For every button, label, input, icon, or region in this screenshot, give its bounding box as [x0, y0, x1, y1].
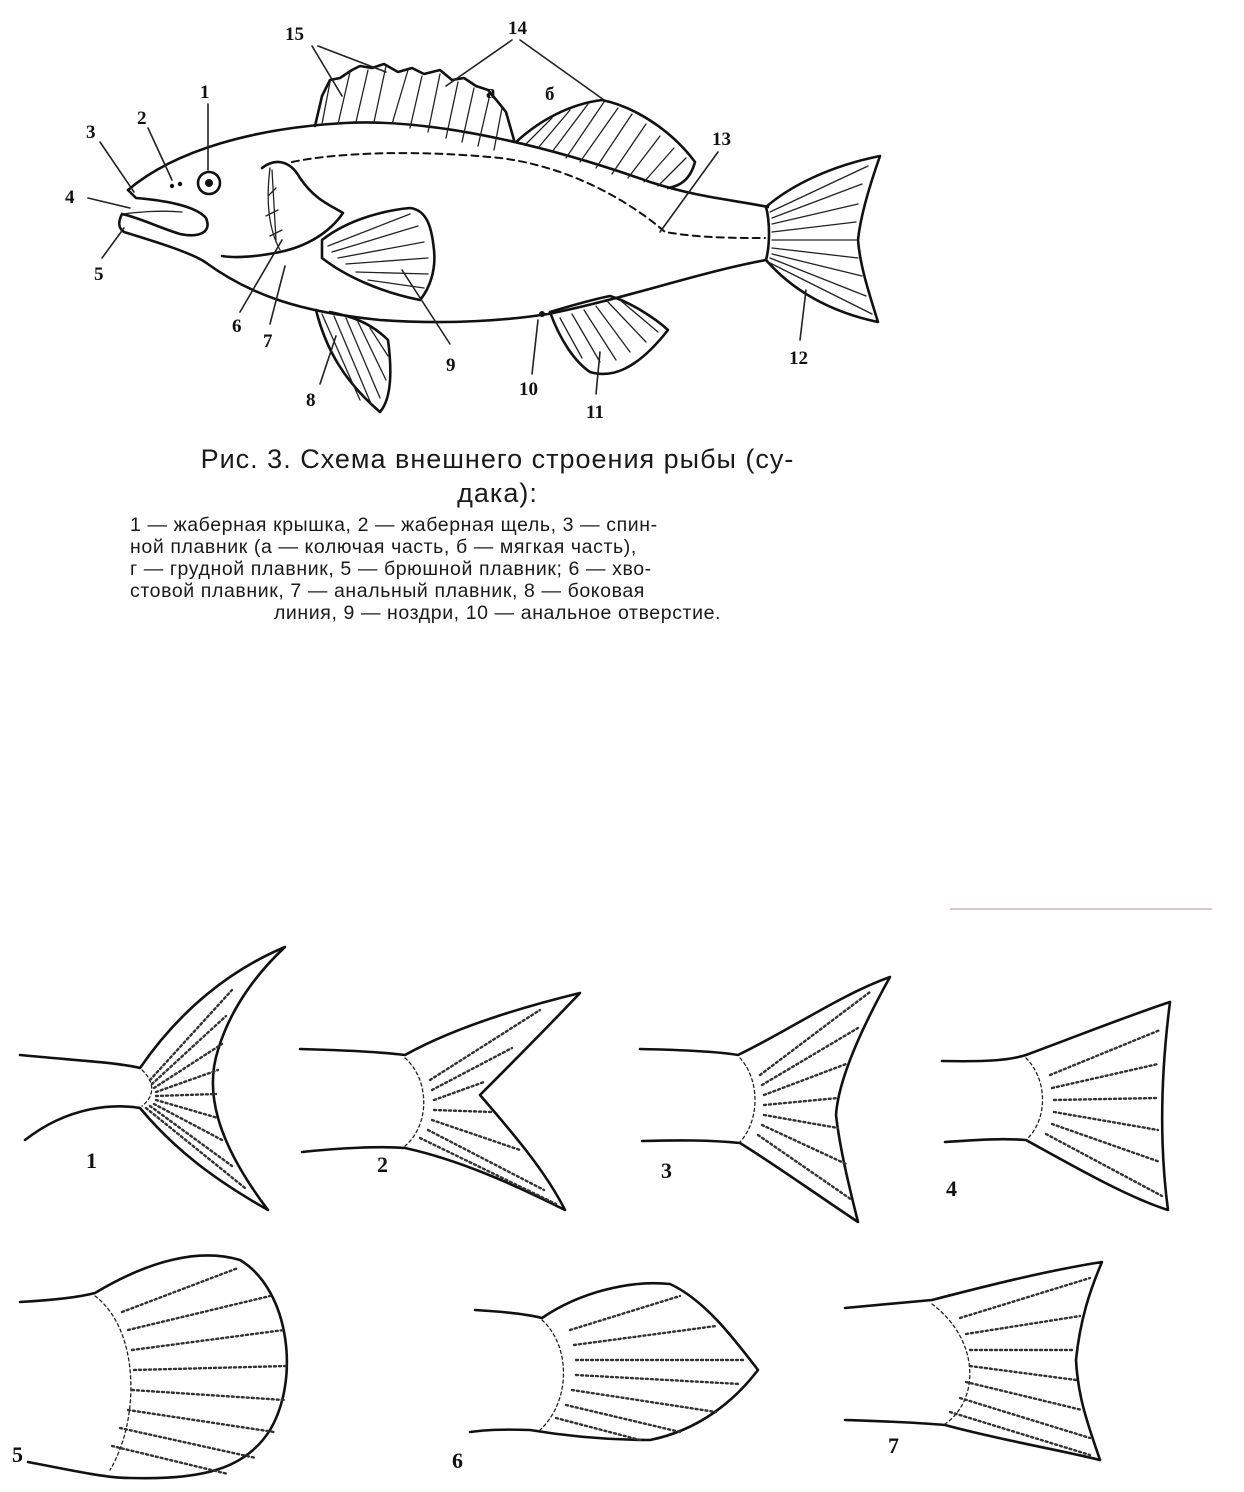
fish-label-4: 4 [65, 187, 75, 208]
tail-label-5: 5 [12, 1442, 23, 1467]
fish-label-b: б [545, 84, 555, 105]
tail-type-7 [845, 1262, 1102, 1460]
tail-label-2: 2 [377, 1152, 388, 1177]
fish-label-1: 1 [200, 82, 210, 103]
fish-label-14: 14 [508, 18, 527, 39]
fish-label-10: 10 [519, 379, 538, 400]
tail-type-6 [470, 1283, 758, 1440]
fish-label-11: 11 [586, 402, 604, 423]
fish-label-9: 9 [446, 355, 456, 376]
dorsal-fin-soft-part [516, 100, 695, 188]
tail-label-7: 7 [888, 1433, 899, 1458]
fish-label-2: 2 [137, 108, 147, 129]
legend-line: ной плавник (а — колючая часть, б — мягкая часть), [130, 536, 637, 558]
legend-line: 1 — жаберная крышка, 2 — жаберная щель, 3 — спин- [130, 514, 658, 536]
legend-line: линия, 9 — ноздри, 10 — анальное отверстие. [273, 602, 722, 624]
fish-label-5: 5 [94, 264, 104, 285]
tail-type-1 [20, 947, 285, 1210]
tail-type-3 [640, 977, 890, 1222]
legend-line: стовой плавник, 7 — анальный плавник, 8 — боковая [130, 580, 645, 602]
fish-label-8: 8 [306, 390, 316, 411]
legend-line: г — грудной плавник, 5 — брюшной плавник; 6 — хво- [130, 558, 652, 580]
tail-label-3: 3 [661, 1158, 672, 1183]
fish-external-structure-diagram [0, 0, 1244, 430]
tail-type-2 [300, 993, 580, 1210]
caption-title-line-2: дака): [457, 478, 538, 508]
figure-caption-title [130, 442, 865, 510]
figure-caption-legend [130, 514, 865, 624]
fish-label-15: 15 [285, 24, 304, 45]
fish-label-a: а [486, 82, 496, 103]
caudal-fin-types-diagram [0, 880, 1244, 1492]
dorsal-fin-spiny-part [315, 64, 514, 150]
fish-label-13: 13 [712, 129, 731, 150]
fish-label-7: 7 [263, 331, 273, 352]
anal-opening [539, 311, 545, 317]
fish-body-outline [119, 122, 769, 322]
fish-label-3: 3 [86, 122, 96, 143]
fish-label-12: 12 [789, 348, 808, 369]
label-pointer-lines [88, 40, 806, 394]
fish-label-6: 6 [232, 316, 242, 337]
tail-type-4 [942, 1002, 1170, 1210]
anal-fin [550, 296, 668, 374]
tail-label-6: 6 [452, 1448, 463, 1473]
tail-type-5 [20, 1255, 288, 1478]
caudal-fin [766, 156, 880, 322]
tail-label-1: 1 [86, 1148, 97, 1173]
pectoral-fin [322, 208, 434, 300]
tail-label-4: 4 [946, 1176, 957, 1201]
caption-title-line-1: Рис. 3. Схема внешнего строения рыбы (су- [200, 444, 795, 474]
